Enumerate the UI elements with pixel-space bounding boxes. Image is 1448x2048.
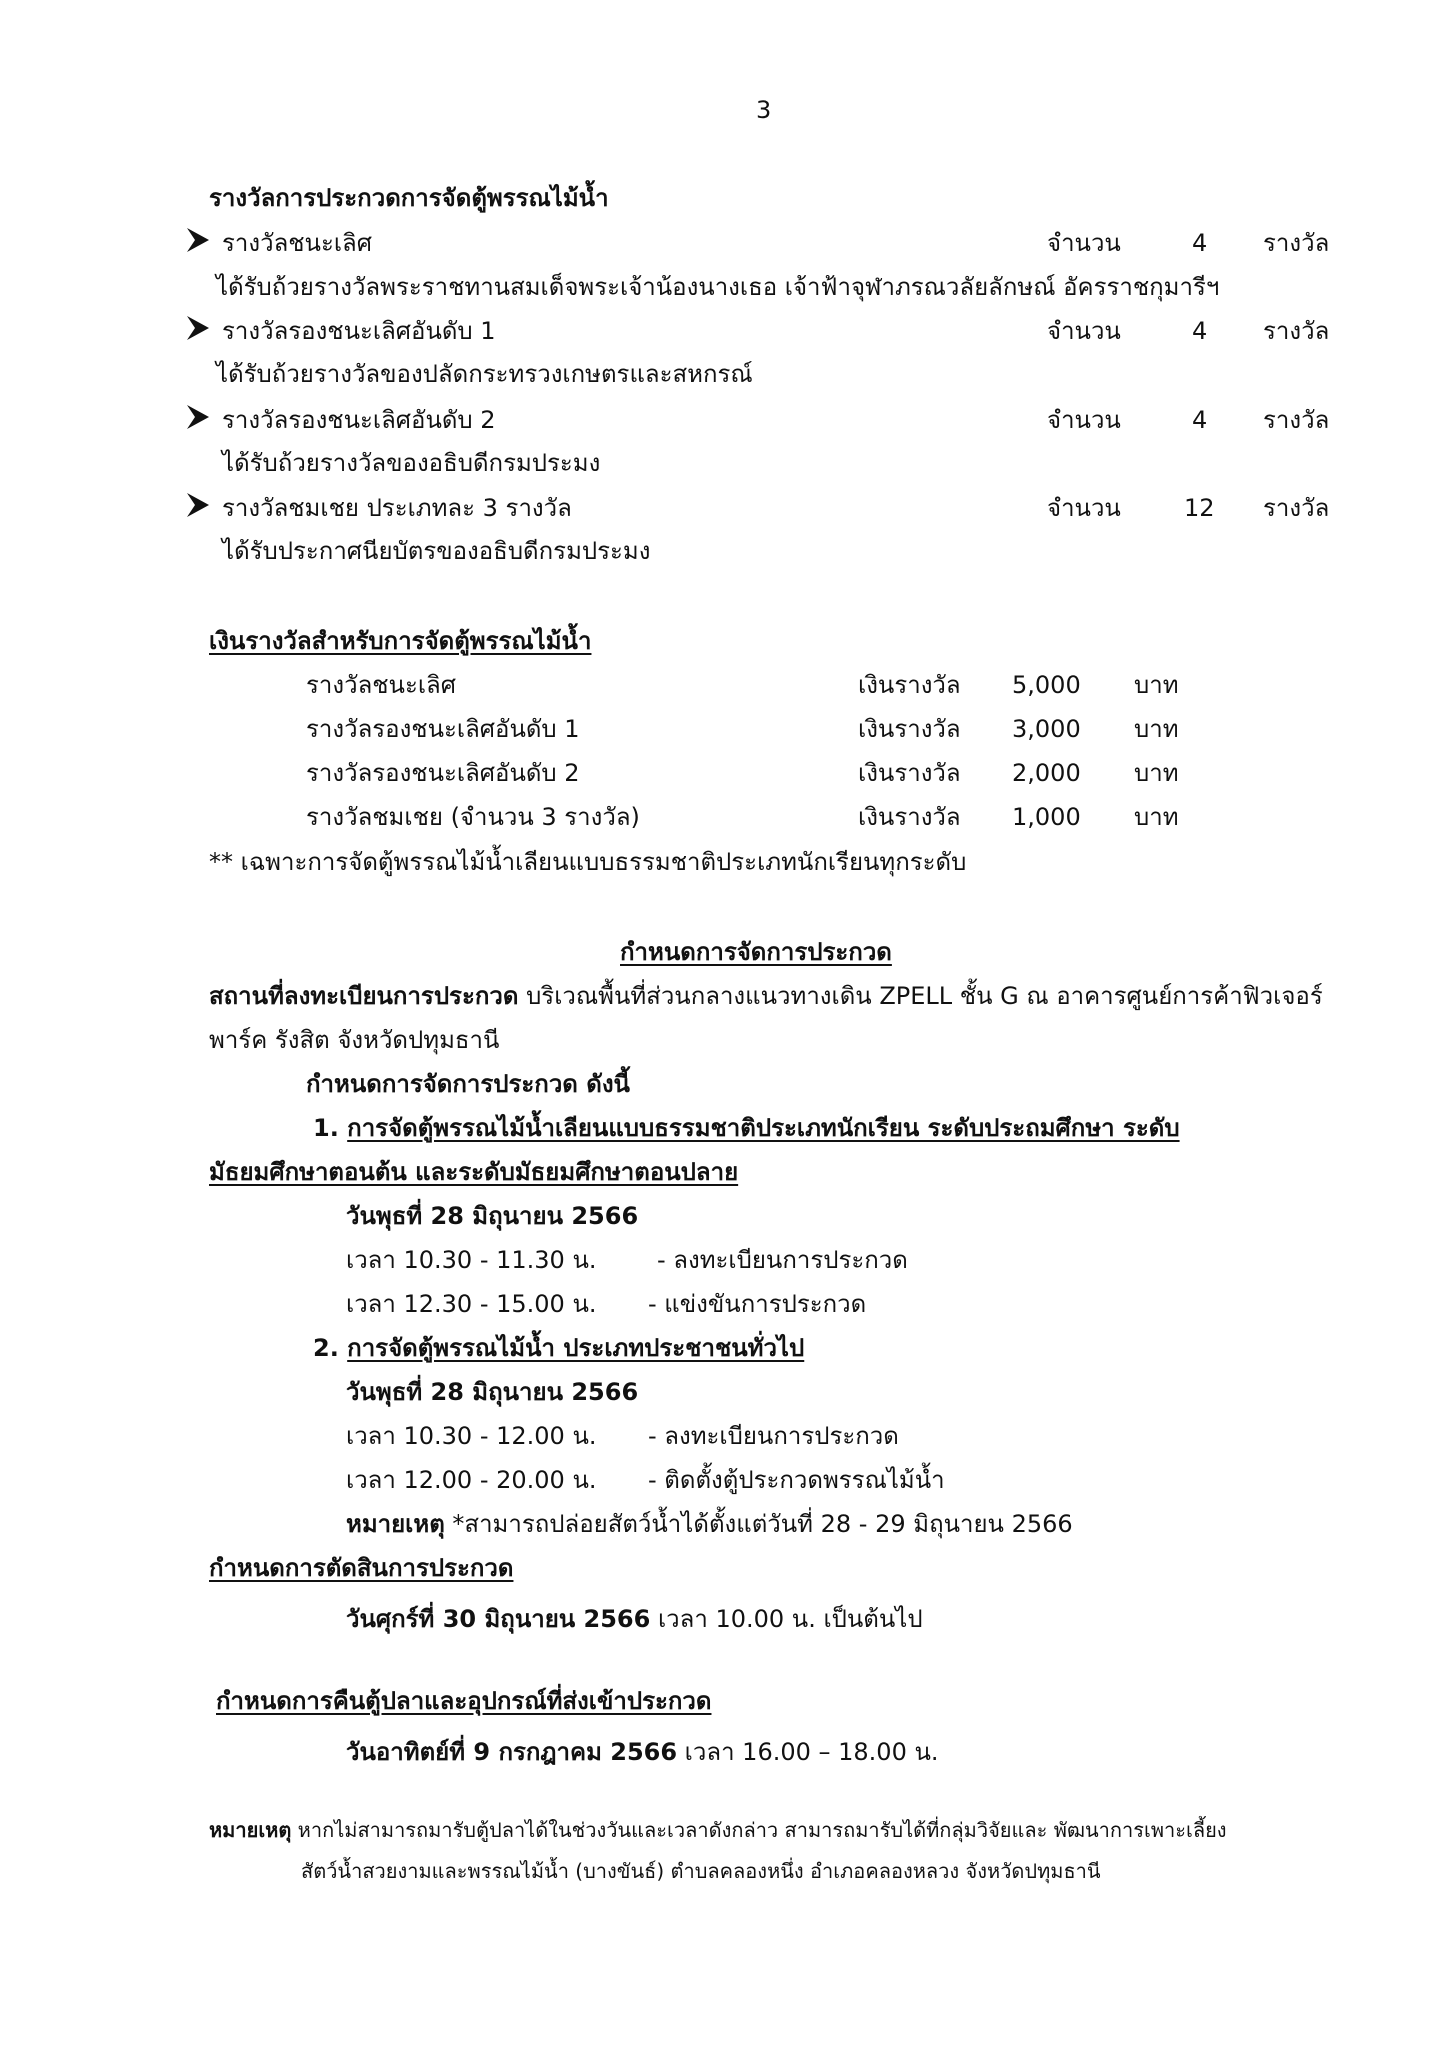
prize-name: รางวัลชมเชย ประเภทละ 3 รางวัล (222, 494, 572, 522)
venue-text: บริเวณพื้นที่ส่วนกลางแนวทางเดิน ZPELL ชั้น G ณ อาคารศูนย์การค้าฟิวเจอร์ (518, 982, 1323, 1010)
prize-qty-label: จำนวน (1047, 494, 1121, 522)
category-1-time: เวลา 10.30 - 11.30 น. (346, 1246, 597, 1274)
money-heading: เงินรางวัลสำหรับการจัดตู้พรรณไม้น้ำ (209, 627, 592, 655)
judging-date-line (346, 1604, 923, 1634)
prize-detail: ได้รับประกาศนียบัตรของอธิบดีกรมประมง (222, 537, 651, 565)
category-1-title-text: การจัดตู้พรรณไม้น้ำเลียนแบบธรรมชาติประเภทนักเรียน ระดับประถมศึกษา ระดับ (347, 1114, 1180, 1142)
prize-qty-label: จำนวน (1047, 406, 1121, 434)
money-row-label: เงินรางวัล (858, 715, 961, 743)
category-2-title (313, 1333, 804, 1363)
money-row-name: รางวัลรองชนะเลิศอันดับ 1 (306, 715, 580, 743)
category-2-date: วันพุธที่ 28 มิถุนายน 2566 (346, 1378, 639, 1406)
category-1-activity: - แข่งขันการประกวด (648, 1290, 867, 1318)
footer-note-label: หมายเหตุ (209, 1818, 292, 1842)
category-2-time: เวลา 10.30 - 12.00 น. (346, 1422, 597, 1450)
category-1-time: เวลา 12.30 - 15.00 น. (346, 1290, 597, 1318)
category-2-number: 2. (313, 1334, 348, 1362)
money-row-amount: 5,000 (1012, 671, 1081, 699)
category-2-note-label: หมายเหตุ (346, 1510, 445, 1538)
money-note: ** เฉพาะการจัดตู้พรรณไม้น้ำเลียนแบบธรรมชาติประเภทนักเรียนทุกระดับ (209, 848, 967, 876)
money-row-unit: บาท (1134, 715, 1179, 743)
category-1-title-cont: มัธยมศึกษาตอนต้น และระดับมัธยมศึกษาตอนปลาย (209, 1158, 739, 1186)
money-row-amount: 1,000 (1012, 803, 1081, 831)
prize-name: รางวัลชนะเลิศ (222, 229, 372, 257)
category-2-time: เวลา 12.00 - 20.00 น. (346, 1466, 597, 1494)
prize-qty: 4 (1192, 229, 1208, 257)
schedule-heading: กำหนดการจัดการประกวด (620, 938, 892, 966)
prize-detail: ได้รับถ้วยรางวัลของอธิบดีกรมประมง (222, 449, 601, 477)
prize-detail: ได้รับถ้วยรางวัลพระราชทานสมเด็จพระเจ้าน้องนางเธอ เจ้าฟ้าจุฬาภรณวลัยลักษณ์ อัครราชกุมารีฯ (216, 273, 1220, 301)
prize-unit: รางวัล (1263, 494, 1330, 522)
money-row-unit: บาท (1134, 759, 1179, 787)
money-row-name: รางวัลชมเชย (จำนวน 3 รางวัล) (306, 803, 640, 831)
prizes-heading: รางวัลการประกวดการจัดตู้พรรณไม้น้ำ (209, 184, 609, 212)
money-row-label: เงินรางวัล (858, 759, 961, 787)
prize-unit: รางวัล (1263, 317, 1330, 345)
return-date-line (346, 1737, 939, 1767)
return-time: เวลา 16.00 – 18.00 น. (677, 1738, 939, 1766)
category-2-note (346, 1509, 1073, 1539)
category-1-activity: - ลงทะเบียนการประกวด (657, 1246, 908, 1274)
prize-detail: ได้รับถ้วยรางวัลของปลัดกระทรวงเกษตรและสหกรณ์ (216, 360, 753, 388)
category-2-title-text: การจัดตู้พรรณไม้น้ำ ประเภทประชาชนทั่วไป (347, 1334, 805, 1362)
prize-unit: รางวัล (1263, 406, 1330, 434)
arrow-bullet-icon (186, 404, 210, 430)
money-row-amount: 3,000 (1012, 715, 1081, 743)
money-row-label: เงินรางวัล (858, 803, 961, 831)
venue-label: สถานที่ลงทะเบียนการประกวด (209, 982, 519, 1010)
category-2-activity: - ติดตั้งตู้ประกวดพรรณไม้น้ำ (648, 1466, 945, 1494)
arrow-bullet-icon (186, 315, 210, 341)
judging-heading: กำหนดการตัดสินการประกวด (209, 1554, 514, 1582)
page-number: 3 (756, 96, 772, 124)
footer-note-line (209, 1815, 1227, 1845)
return-heading: กำหนดการคืนตู้ปลาและอุปกรณ์ที่ส่งเข้าประกวด (216, 1687, 712, 1715)
judging-date: วันศุกร์ที่ 30 มิถุนายน 2566 (346, 1605, 651, 1633)
prize-qty: 4 (1192, 317, 1208, 345)
money-row-unit: บาท (1134, 803, 1179, 831)
venue-text-cont: พาร์ค รังสิต จังหวัดปทุมธานี (209, 1026, 500, 1054)
money-row-amount: 2,000 (1012, 759, 1081, 787)
money-row-name: รางวัลชนะเลิศ (306, 671, 456, 699)
footer-note-cont: สัตว์น้ำสวยงามและพรรณไม้น้ำ (บางขันธ์) ตำบลคลองหนึ่ง อำเภอคลองหลวง จังหวัดปทุมธานี (301, 1859, 1101, 1883)
category-1-number: 1. (313, 1114, 348, 1142)
prize-qty: 12 (1184, 494, 1215, 522)
category-1-title (313, 1113, 1180, 1143)
prize-name: รางวัลรองชนะเลิศอันดับ 1 (222, 317, 496, 345)
money-row-label: เงินรางวัล (858, 671, 961, 699)
prize-name: รางวัลรองชนะเลิศอันดับ 2 (222, 406, 496, 434)
prize-qty-label: จำนวน (1047, 229, 1121, 257)
category-2-activity: - ลงทะเบียนการประกวด (648, 1422, 899, 1450)
money-row-name: รางวัลรองชนะเลิศอันดับ 2 (306, 759, 580, 787)
prize-unit: รางวัล (1263, 229, 1330, 257)
prize-qty: 4 (1192, 406, 1208, 434)
footer-note-text: หากไม่สามารถมารับตู้ปลาได้ในช่วงวันและเวลาดังกล่าว สามารถมารับได้ที่กลุ่มวิจัยและ พัฒนาการเพาะเลี้ยง (291, 1818, 1227, 1842)
category-1-date: วันพุธที่ 28 มิถุนายน 2566 (346, 1202, 639, 1230)
schedule-intro: กำหนดการจัดการประกวด ดังนี้ (306, 1070, 630, 1098)
arrow-bullet-icon (186, 492, 210, 518)
money-row-unit: บาท (1134, 671, 1179, 699)
venue-line (209, 981, 1323, 1011)
judging-time: เวลา 10.00 น. เป็นต้นไป (650, 1605, 923, 1633)
category-2-note-text: *สามารถปล่อยสัตว์น้ำได้ตั้งแต่วันที่ 28 - 29 มิถุนายน 2566 (444, 1510, 1073, 1538)
return-date: วันอาทิตย์ที่ 9 กรกฎาคม 2566 (346, 1738, 678, 1766)
prize-qty-label: จำนวน (1047, 317, 1121, 345)
arrow-bullet-icon (186, 227, 210, 253)
